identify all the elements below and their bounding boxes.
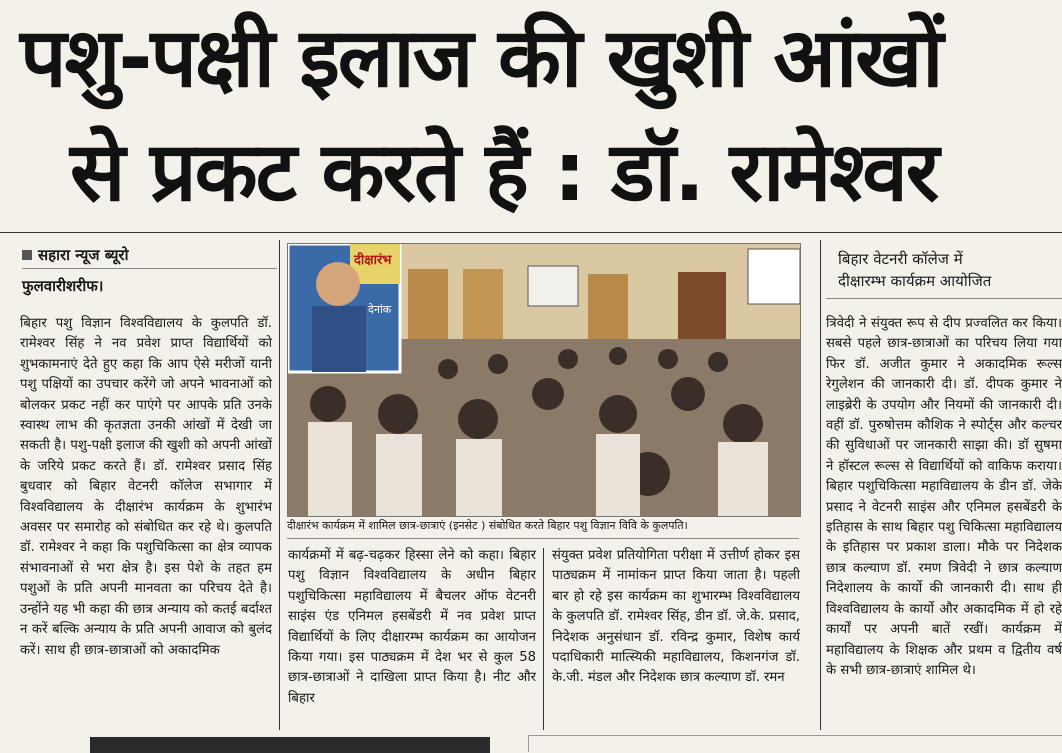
dateline: फुलवारीशरीफ। (22, 277, 104, 295)
next-headline-fragment (90, 737, 490, 753)
audience-photo-illustration (288, 244, 800, 516)
sidebar-heading-line-2: दीक्षारम्भ कार्यक्रम आयोजित (838, 272, 992, 290)
sidebar-heading (838, 248, 1062, 292)
byline-text: सहारा न्यूज ब्यूरो (38, 246, 129, 264)
byline-rule (22, 268, 277, 269)
inset-banner-text: दीक्षारंभ (354, 253, 392, 268)
column-divider (543, 548, 544, 730)
next-box-fragment (528, 735, 1062, 752)
headline-line-2: से प्रकट करते हैं : डॉ. रामेश्वर (70, 125, 938, 220)
column-4-text: त्रिवेदी ने संयुक्त रूप से दीप प्रज्वलित कर किया। सबसे पहले छात्र-छात्राओं का परिचय लिया गया फिर डॉ. अजीत कुमार ने अकादमिक रूल्स रेगुलेशन की जानकारी दी। डॉ. दीपक कुमार ने लाइब्रेरी के उपयोग और नियमों की जानकारी दी। वहीं डॉ. पुरुषोत्तम कौशिक ने स्पोर्ट्स और कल्चर की सुविधाओं पर जानकारी साझा की। डॉ सुषमा ने हॉस्टल रूल्स से विद्यार्थियों को वाकिफ कराया। बिहार पशुचिकित्सा महाविद्यालय के डीन डॉ. जेके प्रसाद ने वेटनरी साइंस और एनिमल हसबेंडरी के इतिहास के साथ बिहार पशु चिकित्सा महाविद्यालय के इतिहास पर प्रकाश डाला। मौके पर निदेशक छात्र कल्याण डॉ. रमण त्रिवेदी ने छात्र कल्याण निदेशालय के कार्यो की जानकारी दी। साथ ही विश्वविद्यालय के कार्यो और अकादमिक में हो रहे कार्यों पर अपनी बातें रखीं। कार्यक्रम में महाविद्यालय के शिक्षक और प्रथम व द्वितीय वर्ष के सभी छात्र-छात्राएं शामिल थे। (826, 316, 1062, 678)
photo-caption: दीक्षारंभ कार्यक्रम में शामिल छात्र-छात्राएं (इनसेट ) संबोधित करते बिहार पशु विज्ञान विवि के कुलपति। (287, 519, 688, 532)
column-2-text: कार्यक्रमों में बढ़-चढ़कर हिस्सा लेने को कहा। बिहार पशु विज्ञान विश्वविद्यालय के अधीन बिहार पशुचिकित्सा महाविद्यालय में बैचलर ऑफ वेटनरी साइंस एंड एनिमल हसबेंडरी में नव प्रवेश प्राप्त विद्यार्थियों के लिए दीक्षारम्भ कार्यक्रम का आयोजन किया गया। इस पाठ्यक्रम में देश भर से कुल 58 छात्र-छात्राओं ने दाखिला प्राप्त किया है। नीट और बिहार (288, 548, 536, 706)
column-3-text: संयुक्त प्रवेश प्रतियोगिता परीक्षा में उत्तीर्ण होकर इस पाठ्यक्रम में नामांकन प्राप्त किया जाता है। पहली बार हो रहे इस कार्यक्रम का शुभारम्भ विश्वविद्यालय के कुलपति डॉ. रामेश्वर सिंह, डीन डॉ. जे.के. प्रसाद, निदेशक अनुसंधान डॉ. रविन्द्र कुमार, विशेष कार्य पदाधिकारी मात्स्यिकी महाविद्यालय, किशनगंज डॉ. के.जी. मंडल और निदेशक छात्र कल्याण डॉ. रमन (552, 548, 800, 686)
square-bullet-icon (22, 250, 32, 260)
column-divider (279, 240, 280, 730)
sidebar-heading-line-1: बिहार वेटनरी कॉलेज में (838, 250, 963, 268)
article-column-3 (552, 546, 800, 732)
divider (0, 232, 1062, 233)
caption-rule (287, 538, 799, 539)
byline (22, 245, 277, 265)
event-photo (287, 243, 801, 517)
column-1-text: बिहार पशु विज्ञान विश्वविद्यालय के कुलपति डॉ. रामेश्वर सिंह ने नव प्रवेश प्राप्त विद्यार्थियों को शुभकामनाएं देते हुए कहा कि आप ऐसे मरीजों यानी पशु पक्षियों का उपचार करेंगे जो अपने भावनाओं को बोलकर प्रकट नहीं कर पाएंगे पर आपके प्रति उनके स्वास्थ लाभ की कृतज्ञता उनकी आंखों में देखी जा सकती है। पशु-पक्षी इलाज की खुशी को अपनी आंखों के जरिये प्रकट करते हैं। डॉ. रामेश्वर प्रसाद सिंह बुधवार को बिहार वेटनरी कॉलेज सभागार में विश्वविद्यालय के दीक्षारंभ कार्यक्रम के शुभारंभ अवसर पर समारोह को संबोधित कर रहे थे। कुलपति डॉ. रामेश्वर ने कहा कि पशुचिकित्सा का क्षेत्र व्यापक संभावनाओं से भरा क्षेत्र है। इस पेशे के तहत हम पशुओं के प्रति अपनी मानवता का परिचय देते है। उन्होंने यह भी कहा की छात्र अन्याय को कतई बर्दाश्त न करें बल्कि अन्याय के प्रति अपनी आवाज को बुलंद करें। साथ ही छात्र-छात्राओं को अकादमिक (20, 316, 272, 658)
article-column-2 (288, 546, 536, 732)
inset-side-text: देनांक (368, 303, 392, 316)
headline-line-1: पशु-पक्षी इलाज की खुशी आंखों (20, 11, 942, 106)
sidebar-rule (826, 298, 1062, 299)
column-divider (820, 240, 821, 730)
next-article-strip (0, 733, 1062, 753)
article-column-4 (826, 314, 1062, 732)
article-column-1 (20, 314, 272, 732)
